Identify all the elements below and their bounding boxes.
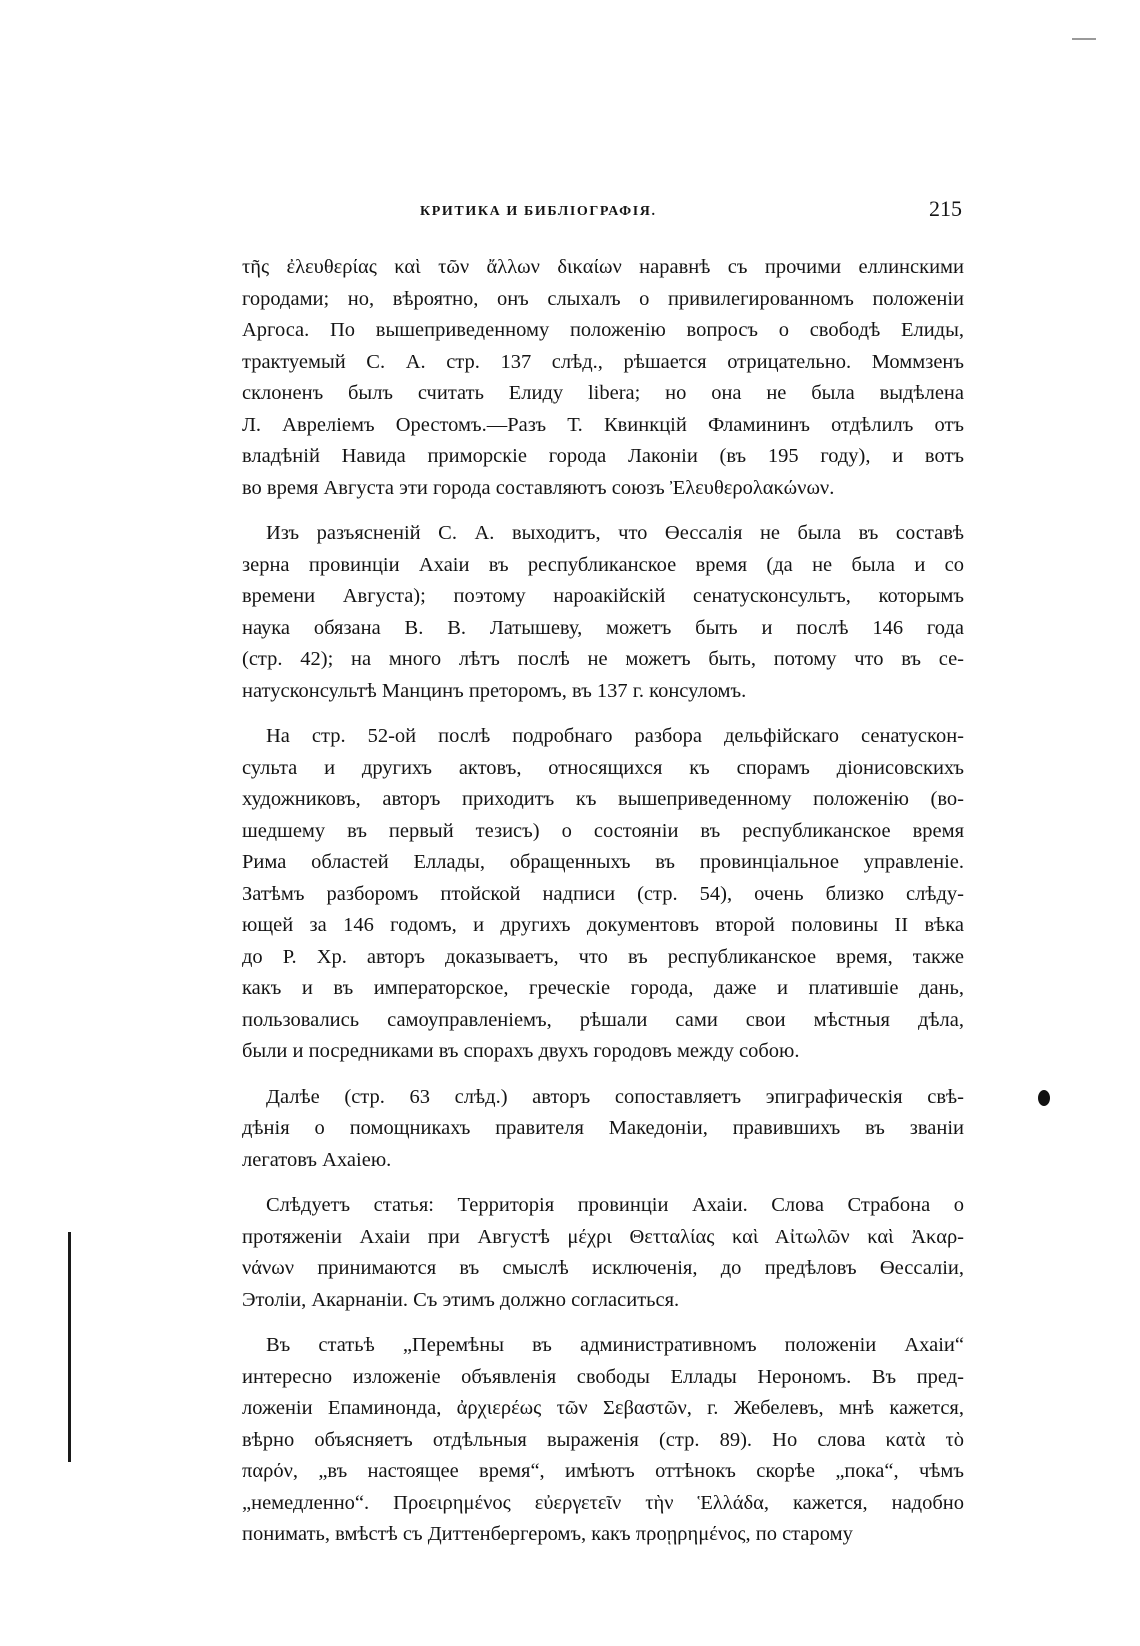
paragraph-3 bbox=[242, 721, 964, 1068]
text-line: легатовъ Ахаіею. bbox=[242, 1148, 392, 1171]
text-line: Въ статьѣ „Перемѣны въ административномъ положеніи Ахаіи“ bbox=[266, 1334, 964, 1356]
text-line: художниковъ, авторъ приходитъ къ вышеприведенному положенію (во- bbox=[242, 788, 964, 810]
text-line: ющей за 146 годомъ, и другихъ документовъ второй половины II вѣка bbox=[242, 914, 964, 936]
text-line: Рима областей Еллады, обращенныхъ въ провинціальное управленіе. bbox=[242, 851, 964, 873]
text-line: протяженіи Ахаіи при Августѣ μέχρι Θετταλίας καὶ Αἰτωλῶν καὶ Ἀκαρ- bbox=[242, 1225, 964, 1248]
text-line: натусконсультѣ Манцинъ преторомъ, въ 137 г. консуломъ. bbox=[242, 679, 747, 702]
text-line: Далѣе (стр. 63 слѣд.) авторъ сопоставляетъ эпиграфическія свѣ- bbox=[266, 1085, 964, 1108]
text-line: τῆς ἐλευθερίας καὶ τῶν ἄλλων δικαίων наравнѣ съ прочими еллинскими bbox=[242, 256, 964, 278]
paragraph-4 bbox=[242, 1082, 964, 1177]
text-line: какъ и въ императорское, греческіе города, даже и платившіе дань, bbox=[242, 977, 964, 999]
text-line: трактуемый С. А. стр. 137 слѣд., рѣшается отрицательно. Моммзенъ bbox=[242, 350, 964, 373]
page-number: 215 bbox=[929, 196, 962, 221]
text-line: зерна провинціи Ахаіи въ республиканское время (да не была и со bbox=[242, 553, 964, 576]
text-line: „немедленно“. Προειρημένος εὐεργετεῖν τὴν Ἑλλάδα, кажется, надобно bbox=[242, 1491, 964, 1514]
paragraph-2 bbox=[242, 518, 964, 707]
text-line: во время Августа эти города составляютъ союзъ Ἐλευθερολακώνων. bbox=[242, 476, 835, 499]
scan-mark bbox=[1072, 38, 1096, 40]
text-line: дѣнія о помощникахъ правителя Македоніи, правившихъ въ званіи bbox=[242, 1117, 964, 1139]
text-line: (стр. 42); на много лѣтъ послѣ не можетъ быть, потому что въ се- bbox=[242, 648, 964, 670]
text-line: сульта и другихъ актовъ, относящихся къ спорамъ діонисовскихъ bbox=[242, 756, 964, 779]
paragraph-5 bbox=[242, 1190, 964, 1316]
page-header bbox=[238, 196, 962, 230]
text-line: παρόν, „въ настоящее время“, имѣютъ оттѣнокъ скорѣе „пока“, чѣмъ bbox=[242, 1460, 964, 1482]
text-line: На стр. 52-ой послѣ подробнаго разбора дельфійскаго сенатускон- bbox=[266, 725, 964, 747]
text-line: интересно изложеніе объявленія свободы Еллады Нерономъ. Въ пред- bbox=[242, 1365, 964, 1388]
text-line: Слѣдуетъ статья: Территорія провинціи Ахаіи. Слова Страбона о bbox=[266, 1194, 964, 1216]
paragraph-6 bbox=[242, 1330, 964, 1551]
text-line: шедшему въ первый тезисъ) о состояніи въ республиканское время bbox=[242, 819, 964, 842]
text-line: понимать, вмѣстѣ съ Диттенбергеромъ, какъ προῃρημένος, по старому bbox=[242, 1523, 853, 1545]
text-line: до Р. Хр. авторъ доказываетъ, что въ республиканское время, также bbox=[242, 945, 964, 968]
text-line: Этоліи, Акарнаніи. Съ этимъ должно согласиться. bbox=[242, 1288, 680, 1311]
margin-ink-dot bbox=[1038, 1090, 1050, 1106]
text-line: Аргоса. По вышеприведенному положенію вопросъ о свободѣ Елиды, bbox=[242, 319, 964, 341]
text-line: склоненъ былъ считать Елиду libera; но она не была выдѣлена bbox=[242, 382, 964, 404]
running-head: КРИТИКА И БИБЛІОГРАФІЯ. bbox=[420, 204, 657, 219]
text-line: городами; но, вѣроятно, онъ слыхалъ о привилегированномъ положеніи bbox=[242, 287, 964, 310]
body-text bbox=[242, 252, 964, 1565]
text-line: владѣній Навида приморскіе города Лаконіи (въ 195 году), и вотъ bbox=[242, 445, 964, 467]
text-line: Затѣмъ разборомъ птойской надписи (стр. 54), очень близко слѣду- bbox=[242, 882, 964, 905]
text-line: были и посредниками въ спорахъ двухъ городовъ между собою. bbox=[242, 1040, 800, 1062]
text-line: наука обязана В. В. Латышеву, можетъ быть и послѣ 146 года bbox=[242, 616, 964, 639]
text-line: вѣрно объясняетъ отдѣльныя выраженія (стр. 89). Но слова κατὰ τὸ bbox=[242, 1428, 964, 1451]
margin-pencil-line bbox=[68, 1232, 71, 1462]
text-line: ложеніи Епаминонда, ἀρχιερέως τῶν Σεβαστῶν, г. Жебелевъ, мнѣ кажется, bbox=[242, 1397, 964, 1419]
text-line: νάνων принимаются въ смыслѣ исключенія, до предѣловъ Өессаліи, bbox=[242, 1257, 964, 1279]
text-line: Изъ разъясненій С. А. выходитъ, что Өессалія не была въ составѣ bbox=[266, 522, 964, 544]
paragraph-1 bbox=[242, 252, 964, 504]
text-line: времени Августа); поэтому нароакійскій сенатусконсультъ, которымъ bbox=[242, 585, 964, 607]
text-line: пользовались самоуправленіемъ, рѣшали сами свои мѣстныя дѣла, bbox=[242, 1008, 964, 1031]
text-line: Л. Авреліемъ Орестомъ.—Разъ Т. Квинкцій Фламининъ отдѣлилъ отъ bbox=[242, 413, 964, 436]
